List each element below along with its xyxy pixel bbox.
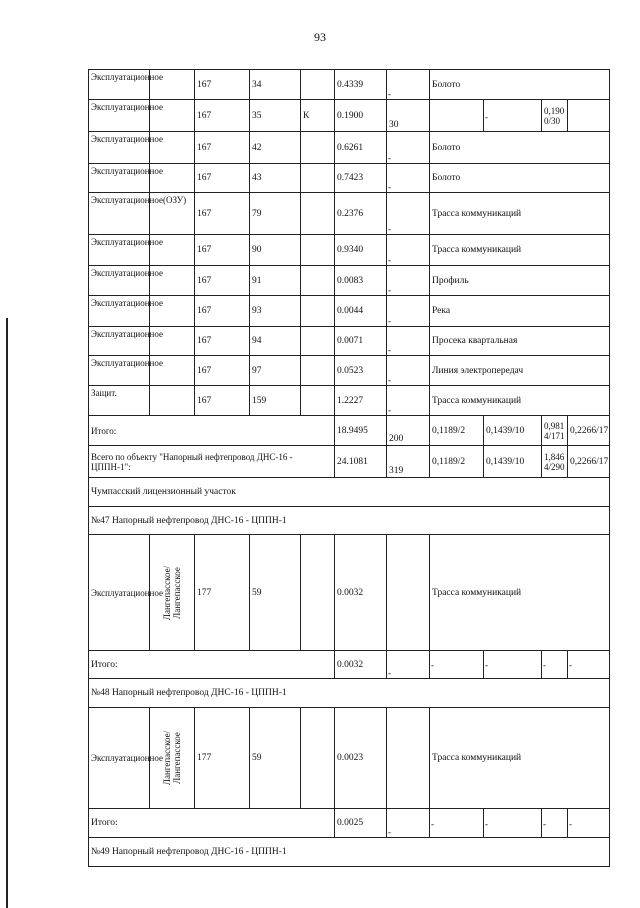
- area-cell-text: 1.2227: [337, 395, 364, 406]
- category-cell: [89, 193, 187, 234]
- compartment-cell: [249, 100, 300, 131]
- number-cell: [386, 535, 429, 650]
- forestry-cell: [149, 535, 194, 650]
- category-cell-text: Эксплуатационное: [91, 102, 163, 112]
- compartment-cell-text: 59: [252, 753, 262, 763]
- dash-mark: -: [569, 818, 572, 829]
- purpose-cell-text: Трасса коммуникаций: [432, 245, 522, 255]
- forestry-cell: [149, 266, 194, 295]
- area-cell: [334, 266, 386, 295]
- page-number: 93: [314, 30, 326, 44]
- area-cell: [334, 386, 386, 415]
- dash-mark: -: [388, 182, 391, 192]
- compartment-cell-text: 90: [252, 245, 262, 255]
- area-cell: [334, 296, 386, 326]
- total-value-3-text: 0,981 4/171: [544, 420, 565, 441]
- area-cell-text: 0.0071: [337, 336, 364, 346]
- code-cell-text: К: [303, 110, 310, 121]
- dash-mark: -: [388, 89, 391, 99]
- total-area-text: 24.1081: [337, 456, 368, 467]
- area-cell: [334, 327, 386, 355]
- area-cell-text: 0.9340: [337, 245, 364, 255]
- section-title: №48 Напорный нефтепровод ДНС-16 - ЦППН-1: [91, 688, 287, 698]
- code-cell: [300, 235, 334, 265]
- total-label-text: Итого:: [91, 818, 118, 828]
- scan-margin-line: [6, 318, 8, 908]
- total-label: [89, 416, 334, 445]
- number-cell-text: [389, 164, 429, 193]
- number-cell-text: [389, 235, 429, 266]
- code-cell: [300, 164, 334, 192]
- table-row: [88, 386, 610, 416]
- value-cell-2-text: [486, 100, 541, 131]
- total-label: [89, 446, 334, 477]
- forestry-cell: [149, 100, 194, 131]
- code-cell: [300, 296, 334, 326]
- quarter-cell-text: 167: [197, 245, 212, 255]
- code-cell-text: [303, 386, 334, 415]
- scan-artifact: [230, 0, 380, 10]
- compartment-cell: [249, 235, 300, 265]
- forestry-cell: [149, 327, 194, 355]
- section-title: №49 Напорный нефтепровод ДНС-16 - ЦППН-1: [91, 847, 287, 857]
- quarter-cell: [194, 535, 249, 650]
- value-cell-4-text: [570, 100, 611, 131]
- forestry-cell: [149, 70, 194, 99]
- number-cell-text: [389, 70, 429, 100]
- area-cell-text: 0.0523: [337, 365, 364, 376]
- compartment-cell-text: 59: [252, 587, 262, 598]
- total-value-2-text: 0,1439/10: [486, 425, 525, 436]
- code-cell: [300, 266, 334, 295]
- table-row: [88, 356, 610, 386]
- area-cell: [334, 100, 386, 131]
- total-number-text: 319: [389, 466, 404, 476]
- table-row: [88, 535, 610, 651]
- dash-mark: -: [388, 827, 391, 837]
- dash-mark: -: [388, 224, 391, 234]
- table-row: [88, 132, 610, 164]
- compartment-cell-text: 34: [252, 79, 262, 90]
- total-row: [88, 446, 610, 478]
- code-cell-text: [303, 327, 334, 355]
- area-cell-text: 0.1900: [337, 110, 364, 121]
- total-area: [334, 809, 386, 837]
- compartment-cell: [249, 296, 300, 326]
- total-area-text: 0.0025: [337, 818, 364, 828]
- purpose-cell: [429, 70, 611, 99]
- area-cell-text: 0.0023: [337, 753, 364, 763]
- table-row: [88, 100, 610, 132]
- total-label: [89, 651, 334, 678]
- dash-mark: -: [431, 818, 434, 829]
- total-value-1: [429, 809, 483, 837]
- number-cell-text: [389, 386, 429, 416]
- compartment-cell: [249, 708, 300, 808]
- purpose-cell-text: Болото: [432, 142, 461, 153]
- code-cell: [300, 356, 334, 385]
- number-cell: [386, 235, 429, 265]
- purpose-cell: [429, 708, 611, 808]
- number-cell: [386, 386, 429, 415]
- dash-mark: -: [543, 818, 546, 829]
- purpose-cell-text: Профиль: [432, 275, 469, 286]
- purpose-cell: [429, 356, 611, 385]
- quarter-cell-text: 167: [197, 336, 212, 346]
- quarter-cell: [194, 266, 249, 295]
- section-title: Чумпасский лицензионный участок: [91, 487, 236, 497]
- compartment-cell-text: 94: [252, 336, 262, 346]
- forest-plot-table: [88, 69, 610, 867]
- total-area: [334, 651, 386, 678]
- compartment-cell: [249, 193, 300, 234]
- total-row: [88, 809, 610, 838]
- total-label: [89, 809, 334, 837]
- quarter-cell: [194, 193, 249, 234]
- purpose-cell-text: Просека квартальная: [432, 336, 518, 346]
- dash-mark: -: [388, 405, 391, 415]
- category-cell-text: Эксплуатационное: [91, 237, 163, 247]
- quarter-cell: [194, 386, 249, 415]
- area-cell-text: 0.2376: [337, 208, 364, 219]
- dash-mark: -: [388, 153, 391, 163]
- section-header-row: [88, 838, 610, 867]
- compartment-cell: [249, 327, 300, 355]
- quarter-cell-text: 167: [197, 79, 212, 90]
- total-number-text: 200: [389, 434, 404, 444]
- number-cell: [386, 266, 429, 295]
- purpose-cell: [429, 235, 611, 265]
- dash-mark: -: [543, 660, 546, 670]
- value-cell-1-text: [432, 100, 483, 131]
- total-number: [386, 446, 429, 477]
- compartment-cell: [249, 535, 300, 650]
- number-cell-text: [389, 356, 429, 386]
- number-cell: [386, 708, 429, 808]
- quarter-cell: [194, 100, 249, 131]
- area-cell: [334, 708, 386, 808]
- category-cell: [89, 327, 163, 355]
- category-cell-text: Эксплуатационное: [91, 753, 163, 763]
- purpose-cell: [429, 266, 611, 295]
- quarter-cell-text: 167: [197, 365, 212, 376]
- code-cell: [300, 100, 334, 131]
- category-cell-text: Эксплуатационное: [91, 298, 163, 308]
- purpose-cell: [429, 132, 611, 163]
- value-cell-1: [429, 100, 483, 131]
- value-cell-2: [483, 100, 541, 131]
- code-cell: [300, 535, 334, 650]
- forestry-cell: [149, 193, 194, 234]
- category-cell-text: Эксплуатационное: [91, 166, 163, 176]
- dash-mark: -: [485, 660, 488, 670]
- dash-mark: -: [388, 285, 391, 295]
- code-cell: [300, 386, 334, 415]
- code-cell: [300, 193, 334, 234]
- category-cell: [89, 100, 163, 131]
- number-cell-text: [389, 296, 429, 327]
- value-cell-3-text: 0,190 0/30: [544, 105, 565, 126]
- quarter-cell: [194, 296, 249, 326]
- forestry-cell: [149, 708, 194, 808]
- number-cell-text: [389, 266, 429, 296]
- area-cell-text: 0.0083: [337, 275, 364, 286]
- purpose-cell-text: Трасса коммуникаций: [432, 753, 522, 763]
- area-cell-text: 0.4339: [337, 79, 364, 90]
- quarter-cell: [194, 327, 249, 355]
- dash-mark: -: [569, 660, 572, 670]
- dash-mark: -: [388, 345, 391, 355]
- area-cell: [334, 70, 386, 99]
- total-value-4: [567, 446, 611, 477]
- quarter-cell: [194, 708, 249, 808]
- total-row: [88, 416, 610, 446]
- section-header-row: [88, 679, 610, 708]
- dash-mark: -: [485, 112, 488, 122]
- area-cell: [334, 356, 386, 385]
- quarter-cell: [194, 235, 249, 265]
- compartment-cell: [249, 164, 300, 192]
- purpose-cell-text: Трасса коммуникаций: [432, 587, 522, 598]
- code-cell-text: [303, 70, 334, 99]
- quarter-cell-text: 177: [197, 587, 212, 598]
- code-cell: [300, 708, 334, 808]
- code-cell-text: [303, 132, 334, 163]
- category-cell: [89, 296, 163, 326]
- total-value-3: [541, 446, 567, 477]
- compartment-cell-text: 43: [252, 173, 262, 183]
- purpose-cell-text: Болото: [432, 173, 461, 183]
- purpose-cell-text: Трасса коммуникаций: [432, 208, 522, 219]
- quarter-cell-text: 177: [197, 753, 212, 763]
- total-value-1: [429, 416, 483, 445]
- code-cell-text: [303, 266, 334, 295]
- code-cell-text: [303, 193, 334, 234]
- compartment-cell: [249, 356, 300, 385]
- number-cell-text: [389, 193, 429, 235]
- total-value-1: [429, 446, 483, 477]
- purpose-cell-text: Болото: [432, 79, 461, 90]
- forestry-cell: [149, 132, 194, 163]
- quarter-cell-text: 167: [197, 275, 212, 286]
- table-row: [88, 193, 610, 235]
- category-cell-text: Эксплуатационное: [91, 134, 163, 144]
- quarter-cell: [194, 164, 249, 192]
- category-cell-text: Эксплуатационное: [91, 358, 163, 368]
- table-row: [88, 296, 610, 327]
- total-area-text: 18.9495: [337, 425, 368, 436]
- total-value-2: [483, 416, 541, 445]
- category-cell: [89, 70, 163, 99]
- forestry-cell: [149, 164, 194, 192]
- quarter-cell-text: 167: [197, 110, 212, 121]
- value-cell-3: [541, 100, 567, 131]
- total-label-text: Итого:: [91, 659, 118, 670]
- quarter-cell: [194, 356, 249, 385]
- compartment-cell-text: 91: [252, 275, 262, 286]
- total-area: [334, 446, 386, 477]
- total-value-3-text: 1,846 4/290: [544, 451, 565, 472]
- number-cell-text: [389, 327, 429, 356]
- dash-mark: -: [388, 668, 391, 678]
- table-row: [88, 235, 610, 266]
- purpose-cell-text: Трасса коммуникаций: [432, 395, 522, 406]
- category-cell: [89, 708, 163, 808]
- forestry-vertical-text: Лангепасское/Лангепасское: [162, 730, 182, 786]
- dash-mark: -: [388, 255, 391, 265]
- total-value-3: [541, 416, 567, 445]
- total-value-1: [429, 651, 483, 678]
- quarter-cell-text: 167: [197, 208, 212, 219]
- section-title: №47 Напорный нефтепровод ДНС-16 - ЦППН-1: [91, 515, 287, 526]
- category-cell-text: Эксплуатационное: [91, 587, 163, 598]
- area-cell-text: 0.0032: [337, 587, 364, 598]
- purpose-cell: [429, 164, 611, 192]
- number-cell: [386, 327, 429, 355]
- code-cell: [300, 70, 334, 99]
- forestry-vertical-text: Лангепасское/Лангепасское: [162, 565, 182, 620]
- number-cell: [386, 193, 429, 234]
- category-cell: [89, 386, 149, 415]
- total-value-2: [483, 809, 541, 837]
- number-cell-text: 30: [389, 120, 399, 130]
- code-cell-text: [303, 164, 334, 192]
- compartment-cell-text: 97: [252, 365, 262, 376]
- quarter-cell: [194, 70, 249, 99]
- total-value-1-text: 0,1189/2: [432, 425, 466, 436]
- area-cell: [334, 164, 386, 192]
- compartment-cell: [249, 266, 300, 295]
- code-cell-text: [303, 235, 334, 265]
- table-row: [88, 327, 610, 356]
- total-number: [386, 651, 429, 678]
- total-number: [386, 416, 429, 445]
- number-cell: [386, 70, 429, 99]
- compartment-cell: [249, 132, 300, 163]
- dash-mark: -: [431, 660, 434, 670]
- area-cell: [334, 193, 386, 234]
- quarter-cell: [194, 132, 249, 163]
- section-header-row: [88, 507, 610, 535]
- purpose-cell: [429, 386, 611, 415]
- category-cell: [89, 356, 163, 385]
- forestry-cell: [149, 386, 194, 415]
- total-number: [386, 809, 429, 837]
- table-row: [88, 708, 610, 809]
- area-cell: [334, 132, 386, 163]
- quarter-cell-text: 167: [197, 142, 212, 153]
- dash-mark: -: [485, 818, 488, 829]
- table-row: [88, 266, 610, 296]
- total-value-4: [567, 809, 611, 837]
- compartment-cell-text: 35: [252, 110, 262, 121]
- dash-mark: -: [388, 316, 391, 326]
- compartment-cell-text: 93: [252, 306, 262, 316]
- area-cell-text: 0.6261: [337, 142, 364, 153]
- number-cell: [386, 100, 429, 131]
- category-cell: [89, 164, 163, 192]
- total-row: [88, 651, 610, 679]
- area-cell: [334, 535, 386, 650]
- total-area-text: 0.0032: [337, 659, 364, 670]
- forestry-cell: [149, 296, 194, 326]
- total-value-4: [567, 651, 611, 678]
- dash-mark: -: [388, 375, 391, 385]
- area-cell-text: 0.0044: [337, 306, 364, 316]
- compartment-cell-text: 79: [252, 208, 262, 219]
- category-cell-text: Эксплуатационное: [91, 329, 163, 339]
- total-value-2-text: 0,1439/10: [486, 456, 525, 467]
- quarter-cell-text: 167: [197, 395, 212, 406]
- section-header-row: [88, 478, 610, 507]
- table-row: [88, 70, 610, 100]
- total-area: [334, 416, 386, 445]
- total-label-text: Итого:: [91, 425, 117, 436]
- value-cell-4: [567, 100, 611, 131]
- purpose-cell: [429, 535, 611, 650]
- quarter-cell-text: 167: [197, 306, 212, 316]
- category-cell: [89, 235, 163, 265]
- compartment-cell-text: 42: [252, 142, 262, 153]
- total-value-2: [483, 446, 541, 477]
- number-cell: [386, 164, 429, 192]
- category-cell: [89, 535, 163, 650]
- code-cell-text: [303, 356, 334, 385]
- compartment-cell: [249, 386, 300, 415]
- purpose-cell: [429, 193, 611, 234]
- compartment-cell-text: 159: [252, 395, 267, 406]
- total-value-4: [567, 416, 611, 445]
- quarter-cell-text: 167: [197, 173, 212, 183]
- category-cell-text: Эксплуатационное(ОЗУ): [91, 195, 187, 205]
- code-cell: [300, 132, 334, 163]
- code-cell-text: [303, 296, 334, 326]
- category-cell-text: Защит.: [91, 388, 117, 398]
- total-value-1-text: 0,1189/2: [432, 456, 466, 467]
- total-label-text: Всего по объекту "Напорный нефтепровод ДНС-16 - ЦППН-1":: [91, 451, 293, 472]
- code-cell: [300, 327, 334, 355]
- area-cell-text: 0.7423: [337, 173, 364, 183]
- total-value-2: [483, 651, 541, 678]
- total-value-4-text: 0,2266/17: [570, 425, 609, 436]
- purpose-cell-text: Линия электропередач: [432, 365, 524, 376]
- forestry-cell: [149, 356, 194, 385]
- number-cell-text: [389, 132, 429, 164]
- purpose-cell-text: Река: [432, 306, 451, 316]
- compartment-cell: [249, 70, 300, 99]
- purpose-cell: [429, 296, 611, 326]
- category-cell: [89, 132, 163, 163]
- number-cell: [386, 132, 429, 163]
- category-cell-text: Эксплуатационное: [91, 268, 163, 278]
- forestry-cell: [149, 235, 194, 265]
- table-row: [88, 164, 610, 193]
- category-cell-text: Эксплуатационное: [91, 72, 163, 82]
- total-value-4-text: 0,2266/17: [570, 456, 609, 467]
- number-cell: [386, 356, 429, 385]
- area-cell: [334, 235, 386, 265]
- number-cell: [386, 296, 429, 326]
- purpose-cell: [429, 327, 611, 355]
- category-cell: [89, 266, 163, 295]
